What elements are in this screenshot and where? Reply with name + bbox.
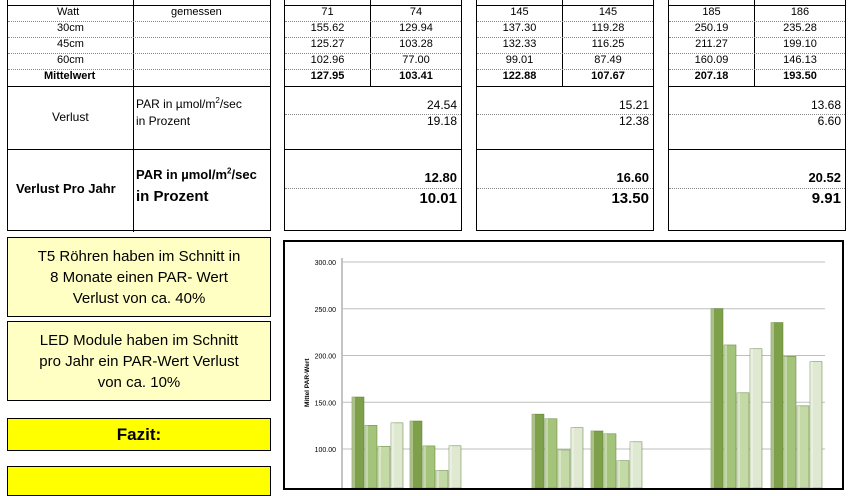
group-value-r60-a: 99.01 (505, 54, 534, 66)
group-verlust-par: 24.54 (426, 98, 457, 112)
bar-highlight (545, 419, 548, 488)
group-table-3 (668, 0, 846, 231)
row-label-45cm: 45cm (57, 38, 84, 50)
group-value-watt-a: 145 (510, 6, 529, 18)
note-t5-line-3: Verlust von ca. 40% (72, 289, 206, 307)
group-jahr-par: 20.52 (808, 170, 841, 185)
note-t5-line-1: T5 Röhren haben im Schnitt in (37, 247, 241, 265)
pro-jahr-par-label: PAR in µmol/$m^2/\sec$ (136, 166, 257, 182)
bar-highlight (604, 434, 607, 488)
bar-highlight (771, 323, 774, 488)
group-value-r45-a: 211.27 (695, 38, 728, 50)
group-value-mittel-b: 193.50 (783, 70, 817, 82)
group-verlust-pct: 6.60 (817, 114, 841, 128)
bar-highlight (423, 446, 426, 488)
row-sublabel-gemessen: gemessen (171, 6, 222, 18)
bar-highlight (391, 423, 394, 488)
group-value-r30-b: 235.28 (783, 22, 817, 34)
bar-highlight (737, 393, 740, 488)
group-value-watt-b: 74 (409, 6, 423, 18)
bar-highlight (810, 362, 813, 488)
bar-highlight (797, 406, 800, 488)
group-value-mittel-a: 122.88 (502, 70, 537, 82)
group-verlust-par: 13.68 (810, 98, 841, 112)
group-value-r45-a: 125.27 (310, 38, 345, 50)
group-value-mittel-b: 107.67 (591, 70, 625, 82)
fazit-box (7, 418, 271, 451)
pro-jahr-pct-label: in Prozent (136, 188, 209, 205)
pro-jahr-label: Verlust Pro Jahr (16, 181, 116, 196)
group-jahr-par: 12.80 (424, 170, 457, 185)
group-value-watt-b: 186 (790, 6, 810, 18)
group-verlust-pct: 12.38 (618, 114, 649, 128)
group-value-r45-b: 116.25 (591, 38, 625, 50)
note-t5 (7, 237, 271, 317)
fazit-label: Fazit: (116, 424, 162, 444)
group-value-r45-b: 103.28 (399, 38, 433, 50)
bar-highlight (436, 471, 439, 488)
left-table (7, 0, 271, 231)
note-led (7, 321, 271, 401)
group-value-r60-b: 87.49 (594, 54, 622, 66)
y-tick-label: 200.00 (314, 353, 336, 361)
bar-highlight (630, 442, 633, 488)
group-jahr-pct: 9.91 (811, 190, 841, 207)
bar-highlight (532, 414, 535, 488)
group-jahr-pct: 10.01 (419, 190, 457, 207)
note-led-line-1: LED Module haben im Schnitt (39, 331, 239, 349)
group-value-watt-b: 145 (598, 6, 618, 18)
group-value-r60-a: 160.09 (694, 54, 729, 66)
bar-highlight (750, 349, 753, 488)
note-t5-line-2: 8 Monate einen PAR- Wert (50, 268, 228, 286)
group-verlust-pct: 19.18 (426, 114, 457, 128)
group-value-r30-b: 119.28 (591, 22, 625, 34)
note-led-line-3: von ca. 10% (97, 373, 181, 391)
group-value-r30-a: 250.19 (694, 22, 729, 34)
group-value-r60-b: 146.13 (783, 54, 817, 66)
group-value-watt-a: 185 (702, 6, 721, 18)
bar-highlight (711, 309, 714, 488)
group-value-r30-a: 137.30 (502, 22, 537, 34)
y-tick-label: 100.00 (314, 447, 336, 454)
bar-highlight (724, 345, 727, 488)
y-tick-label: 250.00 (314, 306, 336, 314)
group-value-r45-b: 199.10 (783, 38, 817, 50)
chart-frame (283, 240, 844, 490)
group-value-r60-b: 77.00 (402, 54, 430, 66)
group-value-mittel-a: 127.95 (310, 70, 345, 82)
note-led-line-2: pro Jahr ein PAR-Wert Verlust (39, 352, 239, 370)
group-value-watt-a: 71 (321, 6, 334, 18)
group-jahr-par: 16.60 (616, 170, 649, 185)
bar-highlight (352, 397, 355, 488)
group-value-r30-a: 155.62 (310, 22, 345, 34)
group-value-r45-a: 132.33 (502, 38, 537, 50)
verlust-label: Verlust (52, 110, 89, 124)
group-value-mittel-a: 207.18 (694, 70, 729, 82)
group-value-r30-b: 129.94 (399, 22, 433, 34)
group-jahr-pct: 13.50 (611, 190, 649, 207)
group-table-2 (476, 0, 654, 231)
group-value-mittel-b: 103.41 (399, 70, 433, 82)
y-tick-label: 300.00 (314, 260, 336, 267)
y-axis-label: Mittel PAR-Wert (304, 358, 311, 407)
row-label-mittelwert: Mittelwert (44, 70, 96, 82)
fazit-content-box (7, 466, 271, 496)
verlust-par-label: PAR in µmol/$m^2/\sec$ (136, 96, 242, 111)
bar-highlight (378, 446, 381, 488)
bar-highlight (591, 431, 594, 488)
verlust-pct-label: in Prozent (136, 114, 191, 128)
bar-highlight (558, 450, 561, 488)
group-verlust-par: 15.21 (618, 98, 649, 112)
group-table-1 (284, 0, 462, 231)
row-label-30cm: 30cm (57, 22, 84, 34)
row-label-watt: Watt (57, 6, 80, 18)
bar-highlight (449, 446, 452, 488)
bar-chart (285, 242, 842, 488)
bar-highlight (410, 421, 413, 488)
y-tick-label: 150.00 (314, 400, 336, 408)
group-value-r60-a: 102.96 (310, 54, 345, 66)
bar-highlight (617, 461, 620, 488)
bar-highlight (784, 356, 787, 488)
row-label-60cm: 60cm (57, 54, 84, 66)
